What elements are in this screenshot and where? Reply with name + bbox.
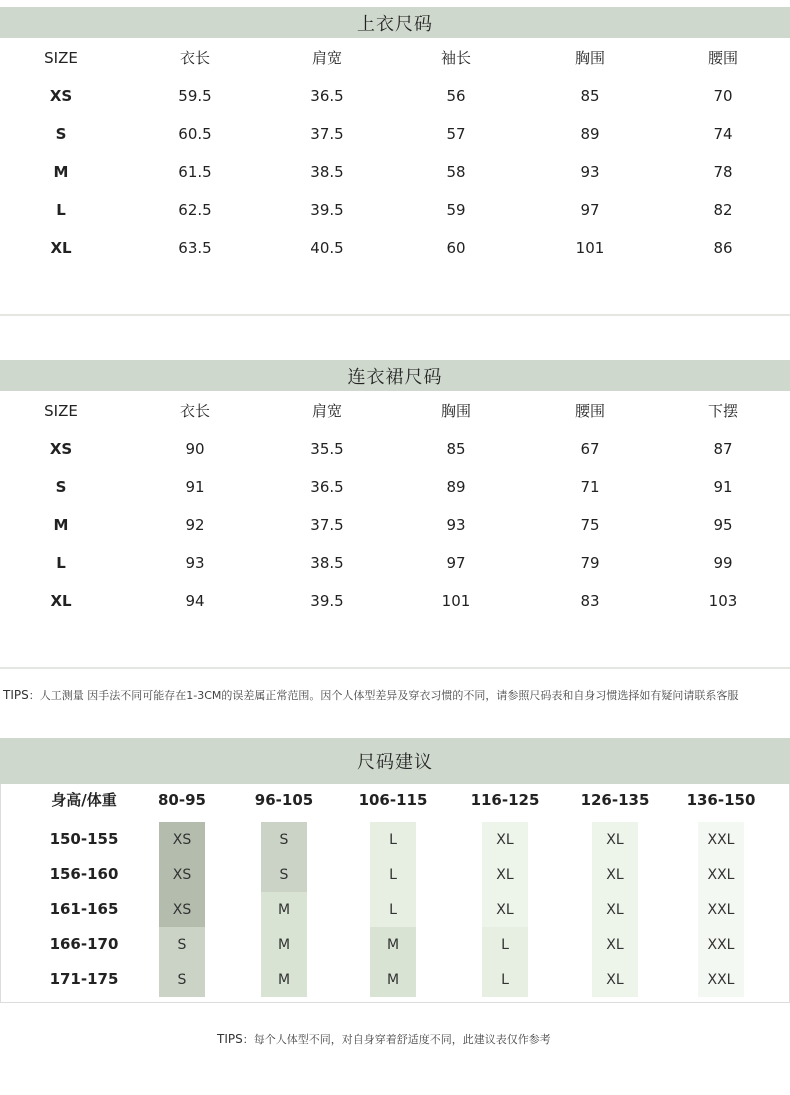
top-cell: 89 [580,125,600,143]
dress-header-cell: SIZE [44,402,78,420]
dress-header-cell: 衣长 [179,402,210,420]
dress-cell: 91 [185,478,205,496]
dress-cell: 83 [580,592,600,610]
dress-cell: XL [50,592,72,610]
size-recommend-title-band [0,738,790,784]
top-cell: 58 [446,163,466,181]
dress-cell: 93 [185,554,205,572]
dress-cell: 91 [713,478,733,496]
recommend-header-cell: 身高/体重 [51,791,117,809]
recommend-size-cell: M [261,927,307,962]
dress-cell: 71 [580,478,600,496]
recommend-size-cell: S [261,822,307,857]
recommend-size-cell: XL [592,857,638,892]
top-cell: 62.5 [178,201,212,219]
top-cell: M [53,163,69,181]
recommend-size-cell: S [261,857,307,892]
top-cell: 56 [446,87,466,105]
dress-cell: 75 [580,516,600,534]
dress-cell: 87 [713,440,733,458]
recommend-height-label: 166-170 [49,935,119,953]
dress-cell: S [55,478,67,496]
top-cell: 63.5 [178,239,212,257]
recommend-size-cell: S [159,927,205,962]
top-cell: 101 [575,239,605,257]
dress-cell: 67 [580,440,600,458]
dress-cell: XS [49,440,73,458]
top-cell: 78 [713,163,733,181]
dress-cell: 99 [713,554,733,572]
tips-text: ：人工测量 因手法不同可能存在1-3CM的误差属正常范围。因个人体型差异及穿衣习惯的不同，请参照尺码表和自身习惯选择如有疑问请联系客服 [28,689,739,702]
recommend-size-cell: XL [592,822,638,857]
recommend-header-cell: 96-105 [254,791,314,809]
top-cell: L [56,201,66,219]
recommend-header-cell: 80-95 [158,791,206,809]
dress-cell: 35.5 [310,440,344,458]
recommend-size-cell: XL [592,892,638,927]
dress-cell: 93 [446,516,466,534]
dress-cell: 92 [185,516,205,534]
top-cell: XS [49,87,73,105]
top-cell: 60 [446,239,466,257]
size-recommend-title: 尺码建议 [357,752,433,773]
dress-cell: 103 [708,592,738,610]
recommend-size-cell: L [482,962,528,997]
recommend-size-cell: XXL [698,962,744,997]
top-cell: 59.5 [178,87,212,105]
dress-cell: 101 [441,592,471,610]
recommend-height-label: 150-155 [49,830,119,848]
dress-cell: 97 [446,554,466,572]
recommend-size-cell: M [370,927,416,962]
top-cell: XL [50,239,72,257]
top-cell: 37.5 [310,125,344,143]
recommend-size-cell: L [482,927,528,962]
recommend-size-cell: XL [592,962,638,997]
recommend-height-label: 171-175 [49,970,119,988]
top-size-title: 上衣尺码 [357,13,433,35]
recommend-size-cell: L [370,892,416,927]
dress-cell: L [56,554,66,572]
recommend-size-cell: S [159,962,205,997]
recommend-height-label: 161-165 [49,900,119,918]
dress-header-cell: 肩宽 [311,402,342,420]
section-divider [0,667,790,669]
dress-cell: 36.5 [310,478,344,496]
recommend-size-cell: XL [482,822,528,857]
dress-cell: 89 [446,478,466,496]
dress-cell: 90 [185,440,205,458]
top-cell: 85 [580,87,600,105]
top-cell: 61.5 [178,163,212,181]
dress-cell: 79 [580,554,600,572]
tips-text: ：每个人体型不同，对自身穿着舒适度不同，此建议表仅作参考 [242,1033,551,1046]
recommend-size-cell: XS [159,822,205,857]
top-size-title-band [0,7,790,38]
top-cell: 97 [580,201,600,219]
recommend-size-cell: M [370,962,416,997]
top-cell: 57 [446,125,466,143]
dress-header-cell: 胸围 [440,402,471,420]
recommend-size-cell: M [261,892,307,927]
recommend-size-cell: XXL [698,857,744,892]
recommend-size-cell: XL [592,927,638,962]
recommend-size-cell: M [261,962,307,997]
top-cell: 39.5 [310,201,344,219]
dress-cell: 85 [446,440,466,458]
dress-cell: 39.5 [310,592,344,610]
recommend-header-cell: 126-135 [580,791,650,809]
top-cell: 60.5 [178,125,212,143]
top-cell: S [55,125,67,143]
recommend-size-cell: XL [482,857,528,892]
recommend-size-cell: L [370,822,416,857]
dress-size-title-band [0,360,790,391]
top-header-cell: 肩宽 [311,49,342,67]
recommend-size-cell: XXL [698,822,744,857]
top-cell: 40.5 [310,239,344,257]
tips-label: TIPS [3,688,29,702]
dress-header-cell: 下摆 [707,402,738,420]
dress-cell: M [53,516,69,534]
recommend-size-cell: L [370,857,416,892]
top-cell: 86 [713,239,733,257]
top-cell: 59 [446,201,466,219]
top-cell: 93 [580,163,600,181]
top-header-cell: 胸围 [574,49,605,67]
dress-header-cell: 腰围 [574,402,605,420]
recommend-tips [217,1031,551,1047]
top-cell: 82 [713,201,733,219]
recommend-size-cell: XS [159,857,205,892]
top-cell: 36.5 [310,87,344,105]
recommend-header-cell: 106-115 [358,791,428,809]
recommend-header-cell: 136-150 [686,791,756,809]
top-header-cell: SIZE [44,49,78,67]
top-cell: 74 [713,125,733,143]
top-cell: 70 [713,87,733,105]
recommend-header-cell: 116-125 [470,791,540,809]
dress-cell: 95 [713,516,733,534]
recommend-size-cell: XXL [698,892,744,927]
top-header-cell: 袖长 [440,49,471,67]
top-header-cell: 腰围 [707,49,738,67]
measurement-tips [3,687,738,703]
recommend-size-cell: XS [159,892,205,927]
recommend-height-label: 156-160 [49,865,119,883]
dress-cell: 37.5 [310,516,344,534]
recommend-size-cell: XL [482,892,528,927]
dress-size-title: 连衣裙尺码 [347,366,443,388]
dress-cell: 94 [185,592,205,610]
recommend-size-cell: XXL [698,927,744,962]
dress-cell: 38.5 [310,554,344,572]
section-divider [0,314,790,316]
top-cell: 38.5 [310,163,344,181]
tips-label: TIPS [217,1032,243,1046]
top-header-cell: 衣长 [179,49,210,67]
